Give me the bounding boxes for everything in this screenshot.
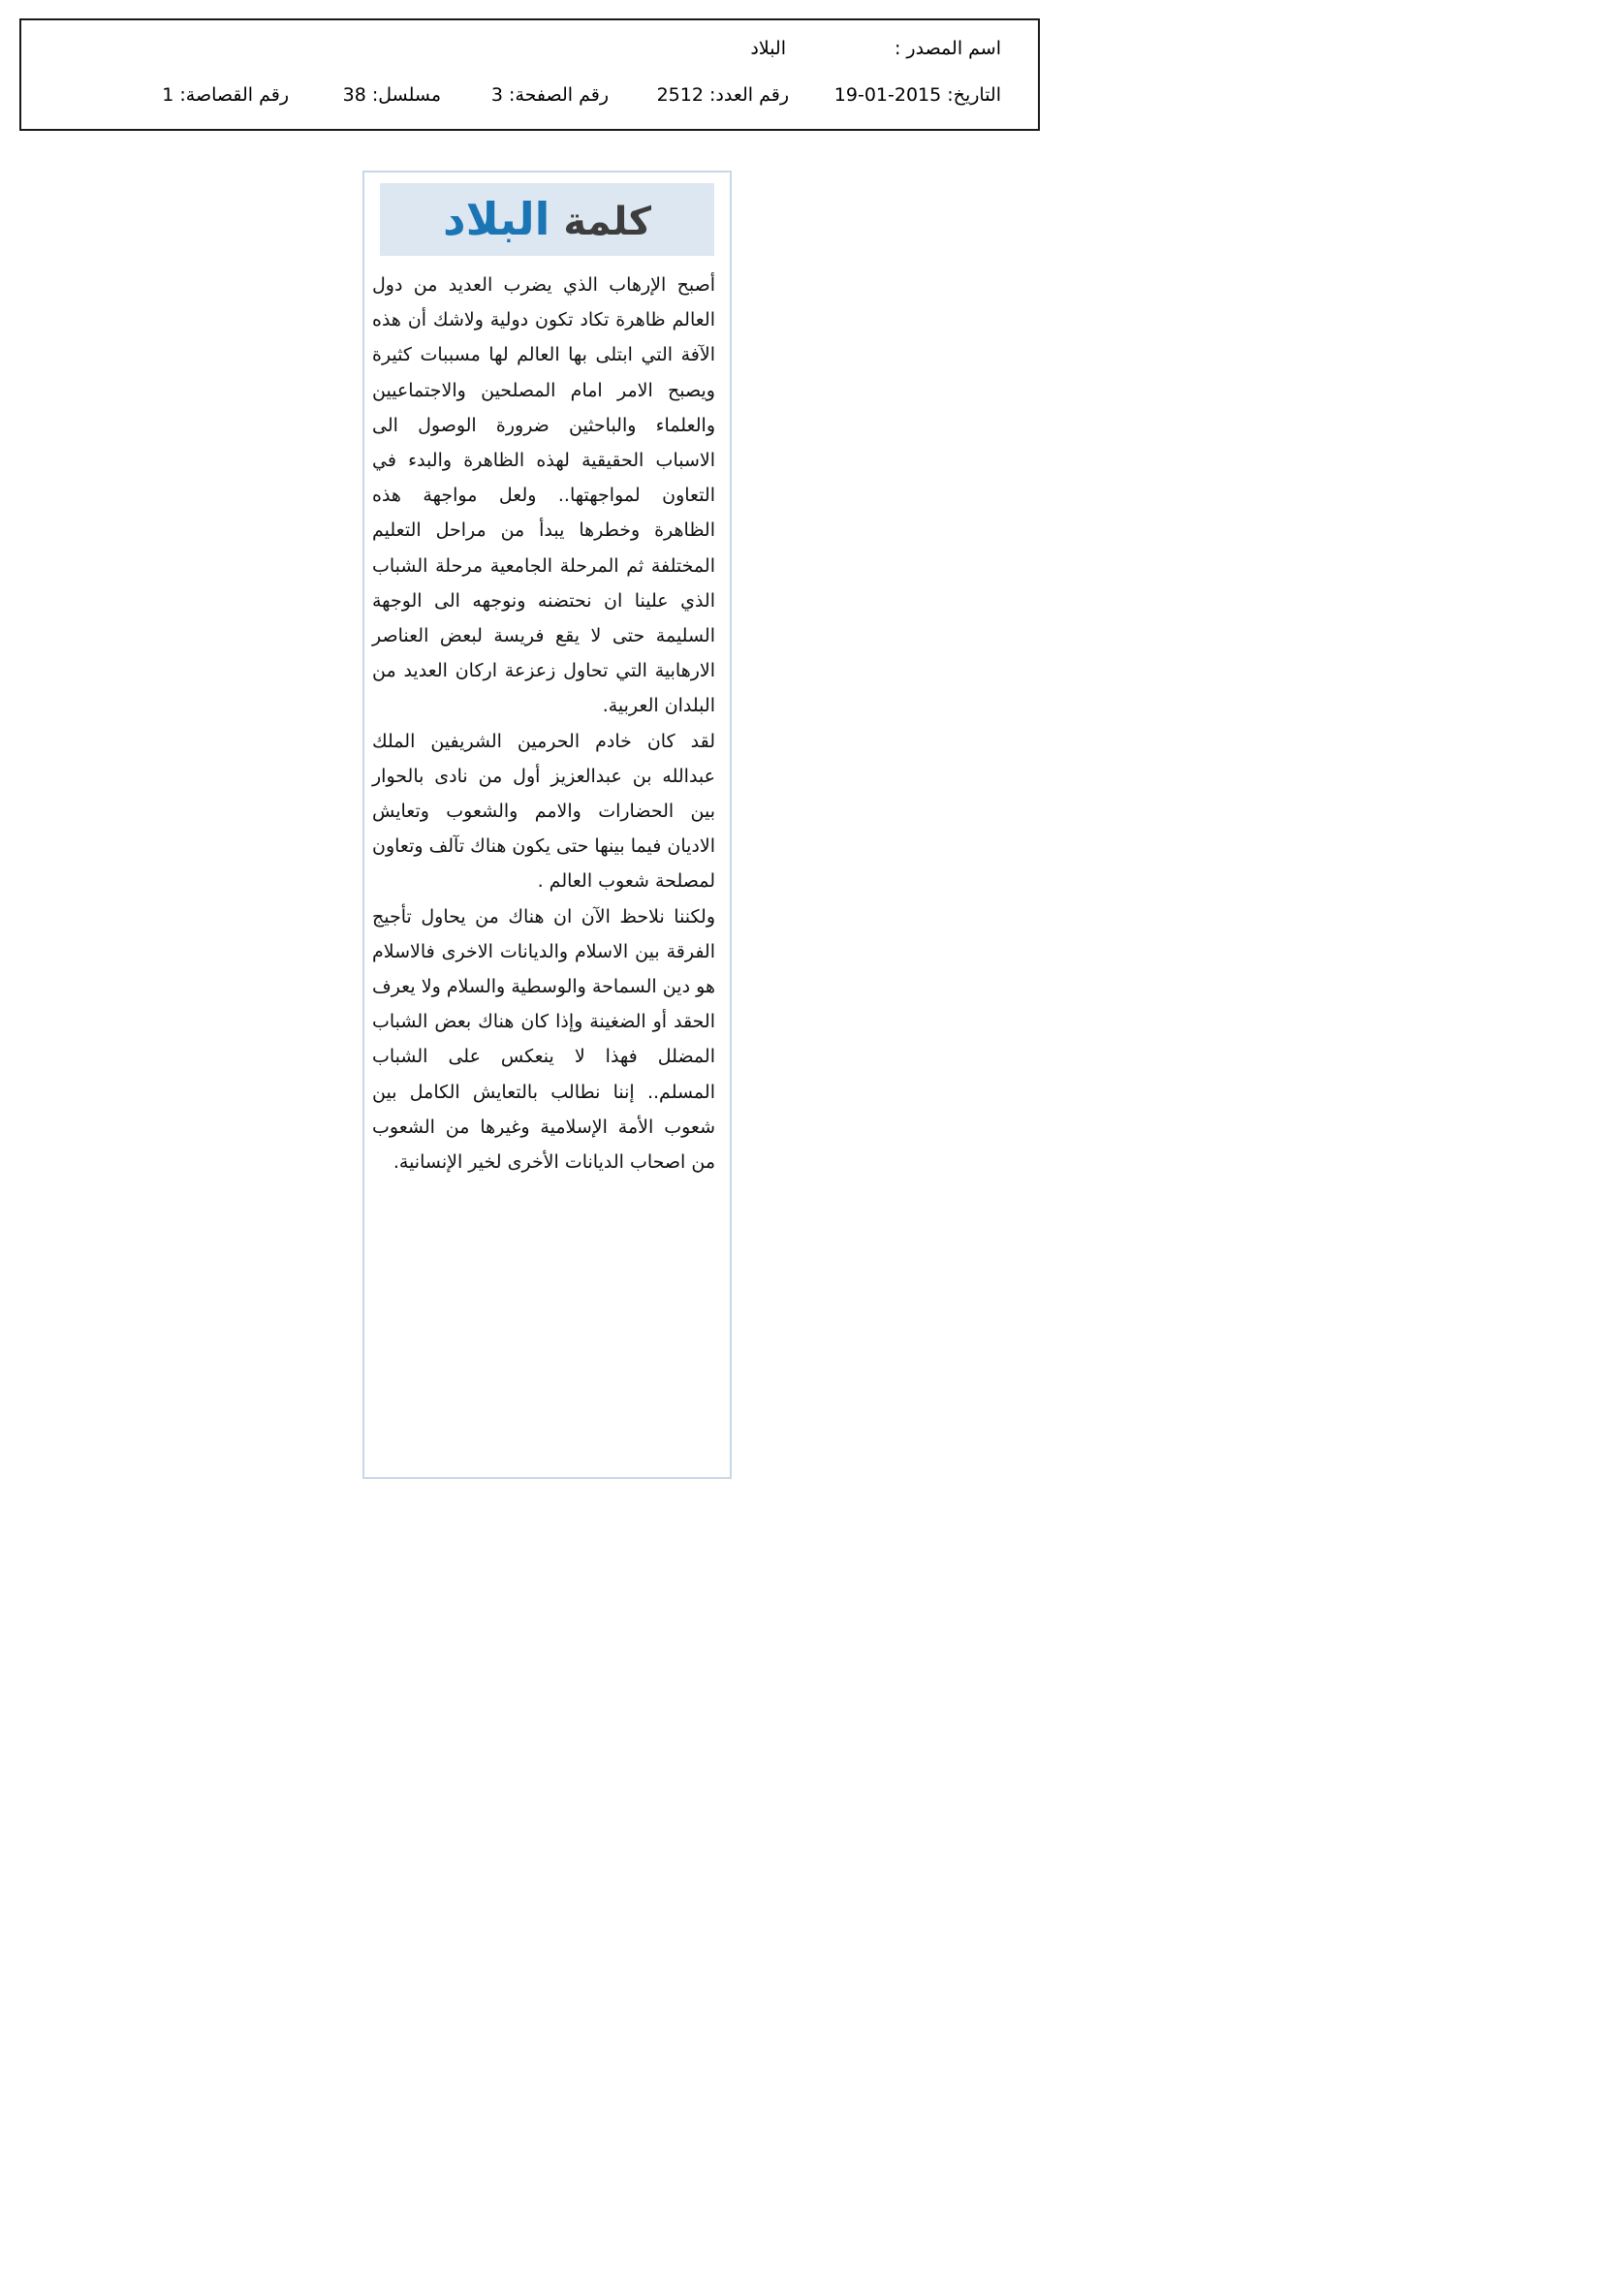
date-field: التاريخ: 2015-01-19 bbox=[833, 84, 1001, 106]
article-body bbox=[372, 267, 715, 1179]
article-paragraph-3: ولكننا نلاحظ الآن ان هناك من يحاول تأجيج الفرقة بين الاسلام والديانات الاخرى فالاسلام هو دين السماحة والوسطية والسلام ولا يعرف الحقد أو الضغينة وإذا كان هناك بعض الشباب المضلل فهذا لا ينعكس على الشباب المسلم.. إننا نطالب بالتعايش الكامل بين شعوب الأمة الإسلامية وغيرها من الشعوب من اصحاب الديانات الأخرى لخير الإنسانية. bbox=[372, 905, 715, 1174]
source-label: اسم المصدر : bbox=[894, 38, 1001, 59]
issue-number-field: رقم العدد: 2512 bbox=[656, 84, 789, 106]
masthead-word-albilad: البلاد bbox=[443, 193, 550, 245]
serial-field: مسلسل: 38 bbox=[342, 84, 441, 106]
source-info-box bbox=[19, 18, 1040, 131]
clipping-number-field: رقم القصاصة: 1 bbox=[162, 84, 289, 106]
page-number-field: رقم الصفحة: 3 bbox=[490, 84, 609, 106]
masthead-word-kalimat: كلمة bbox=[563, 200, 651, 244]
source-value: البلاد bbox=[750, 38, 786, 59]
article-paragraph-2: لقد كان خادم الحرمين الشريفين الملك عبدالله بن عبدالعزيز أول من نادى بالحوار بين الحضارات والامم والشعوب وتعايش الاديان فيما بينها حتى يكون هناك تآلف وتعاون لمصلحة شعوب العالم . bbox=[372, 730, 715, 893]
column-masthead bbox=[380, 183, 714, 256]
article-paragraph-1: أصبح الإرهاب الذي يضرب العديد من دول العالم ظاهرة تكاد تكون دولية ولاشك أن هذه الآفة التي ابتلى بها العالم لها مسببات كثيرة ويصبح الامر امام المصلحين والاجتماعيين والعلماء والباحثين ضرورة الوصول الى الاسباب الحقيقية لهذه الظاهرة والبدء في التعاون لمواجهتها.. ولعل مواجهة هذه الظاهرة وخطرها يبدأ من مراحل التعليم المختلفة ثم المرحلة الجامعية مرحلة الشباب الذي علينا ان نحتضنه ونوجهه الى الوجهة السليمة حتى لا يقع فريسة لبعض العناصر الارهابية التي تحاول زعزعة اركان العديد من البلدان العربية. bbox=[372, 274, 715, 717]
